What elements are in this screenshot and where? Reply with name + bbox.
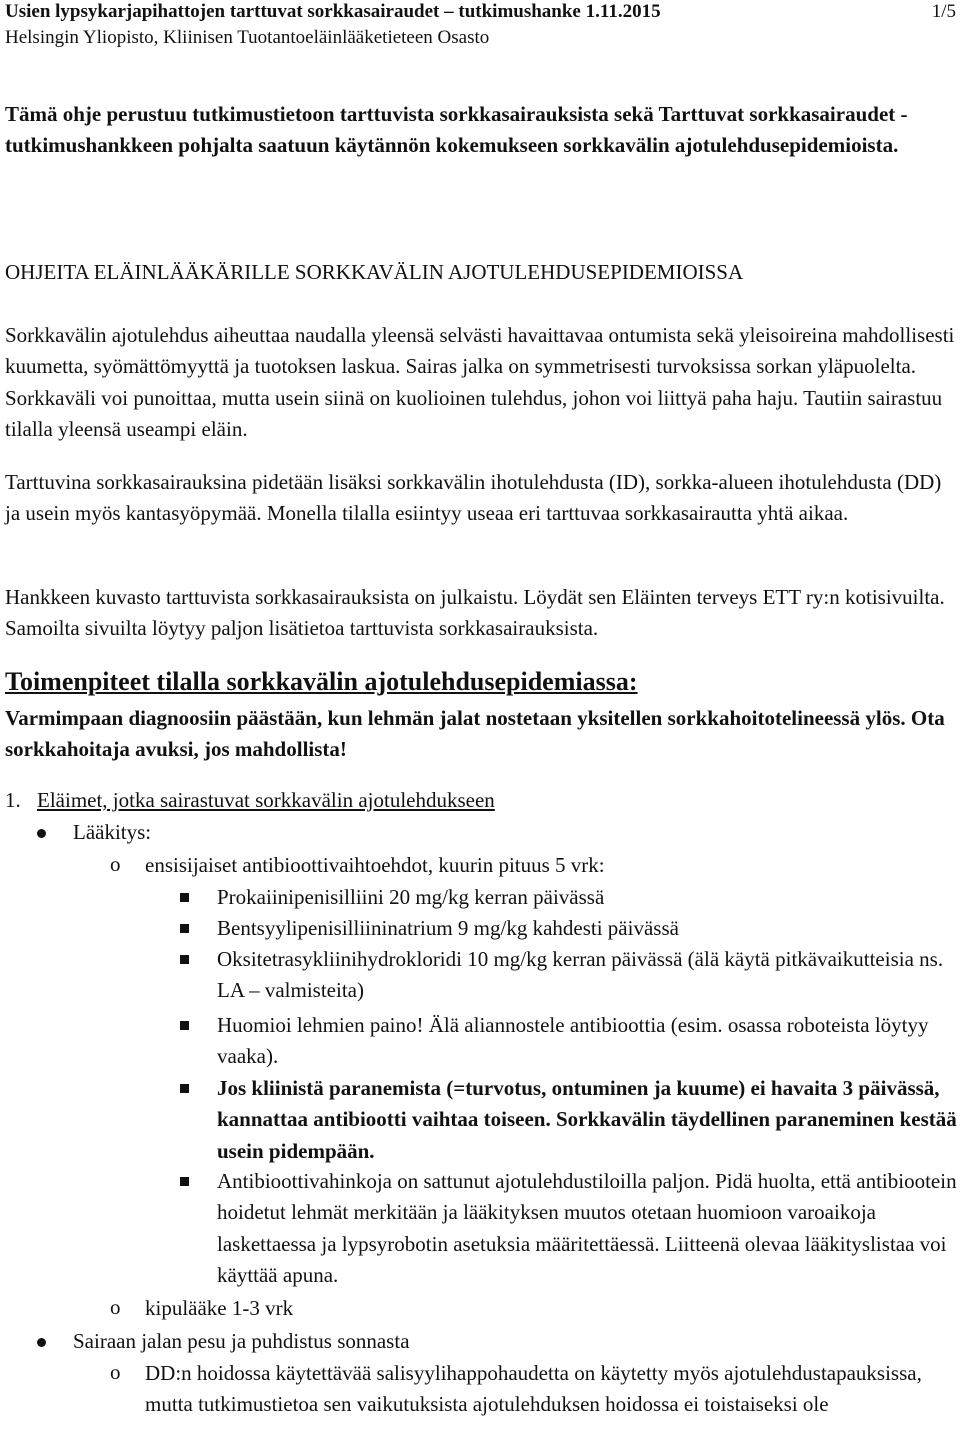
square-bullet-icon (180, 1177, 189, 1186)
bullet-dot-icon (37, 1338, 46, 1347)
caps-heading: OHJEITA ELÄINLÄÄKÄRILLE SORKKAVÄLIN AJOTULEHDUSEPIDEMIOISSA (5, 260, 744, 284)
square-bullet-icon (180, 924, 189, 933)
square-bullet-icon (180, 955, 189, 964)
bullet-dot-icon (37, 829, 46, 838)
list-item-label: ensisijaiset antibioottivaihtoehdot, kuurin pituus 5 vrk: (145, 853, 605, 877)
list-item-label: Antibioottivahinkoja on sattunut ajotulehdustiloilla paljon. Pidä huolta, että antibiootein hoidetut lehmät merkitään ja lääkityksen muutos otetaan huomioon varoaikoja laskettaessa ja lypsyrobotin asetuksia määritettäessä. Liitteenä olevaa lääkityslistaa voi käyttää apuna. (217, 1169, 957, 1287)
list-item-label: DD:n hoidossa käytettävää salisyylihappohaudetta on käytetty myös ajotulehdustapauksissa, mutta tutkimustietoa sen vaikutuksista ajotulehduksen hoidossa ei toistaiseksi ole (145, 1361, 922, 1417)
list-item-label: Sairaan jalan pesu ja puhdistus sonnasta (73, 1329, 410, 1353)
paragraph-catalogue: Hankkeen kuvasto tarttuvista sorkkasairauksista on julkaistu. Löydät sen Eläinten terveys ETT ry:n kotisivuilta. Samoilta sivuilta löytyy paljon lisätietoa tarttuvista sorkkasairauksista. (5, 585, 945, 641)
intro-paragraph: Tämä ohje perustuu tutkimustietoon tarttuvista sorkkasairauksista sekä Tarttuvat sorkkasairaudet - tutkimushankkeen pohjalta saatuun käytännön kokemukseen sorkkavälin ajotulehdusepidemioista. (5, 102, 908, 158)
square-bullet-icon (180, 1084, 189, 1093)
list-item-label: Lääkitys: (73, 820, 152, 844)
list-number: 1. (5, 788, 21, 812)
numbered-heading (5, 785, 495, 816)
circle-marker-icon: o (110, 1295, 121, 1319)
list-item-label: Huomioi lehmien paino! Älä aliannostele antibioottia (esim. osassa roboteista löytyy vaaka). (217, 1013, 929, 1069)
paragraph-infectious-diseases: Tarttuvina sorkkasairauksina pidetään lisäksi sorkkavälin ihotulehdusta (ID), sorkka-alueen ihotulehdusta (DD) ja usein myös kantasyöpymää. Monella tilalla esiintyy useaa eri tarttuvaa sorkkasairautta yhtä aikaa. (5, 470, 942, 526)
header-title: Usien lypsykarjapihattojen tarttuvat sorkkasairaudet – tutkimushanke 1.11.2015 (5, 1, 661, 22)
diagnosis-advice: Varmimpaan diagnoosiin päästään, kun lehmän jalat nostetaan yksitellen sorkkahoitotelineessä ylös. Ota sorkkahoitaja avuksi, jos mahdollista! (5, 706, 945, 762)
paragraph-symptoms: Sorkkavälin ajotulehdus aiheuttaa naudalla yleensä selvästi havaittavaa ontumista sekä yleisoireina mahdollisesti kuumetta, syömättömyyttä ja tuotoksen laskua. Sairas jalka on symmetrisesti turvoksissa sorkan yläpuolelta. Sorkkaväli voi punoittaa, mutta usein siinä on kuolioinen tulehdus, johon voi liittyä paha haju. Tautiin sairastuu tilalla yleensä useampi eläin. (5, 323, 955, 441)
list-item-label: kipulääke 1-3 vrk (145, 1296, 294, 1320)
square-bullet-icon (180, 893, 189, 902)
section-title: Toimenpiteet tilalla sorkkavälin ajotulehdusepidemiassa: (5, 667, 638, 696)
header-organization: Helsingin Yliopisto, Kliinisen Tuotantoeläinlääketieteen Osasto (5, 27, 490, 48)
circle-marker-icon: o (110, 852, 121, 876)
list-item-label: Bentsyylipenisilliininatrium 9 mg/kg kahdesti päivässä (217, 916, 679, 940)
circle-marker-icon: o (110, 1360, 121, 1384)
list-item-label: Oksitetrasykliinihydrokloridi 10 mg/kg kerran päivässä (älä käytä pitkävaikutteisia ns. LA – valmisteita) (217, 947, 944, 1003)
list-item-label: Jos kliinistä paranemista (=turvotus, ontuminen ja kuume) ei havaita 3 päivässä, kannattaa antibiootti vaihtaa toiseen. Sorkkavälin täydellinen paraneminen kestää usein pidempään. (217, 1076, 957, 1163)
list-item-label: Prokaiinipenisilliini 20 mg/kg kerran päivässä (217, 885, 605, 909)
square-bullet-icon (180, 1021, 189, 1030)
numbered-heading-text: Eläimet, jotka sairastuvat sorkkavälin ajotulehdukseen (37, 788, 495, 812)
page-number: 1/5 (931, 1, 956, 22)
